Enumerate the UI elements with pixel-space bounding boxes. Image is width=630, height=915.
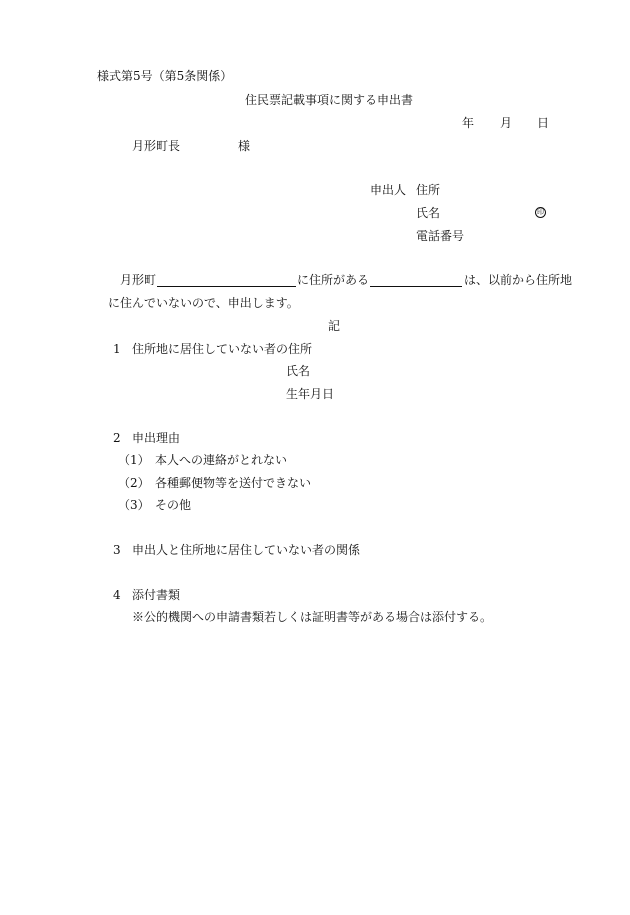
section4-number: 4 xyxy=(113,588,121,602)
addressee-mayor: 月形町長 xyxy=(132,139,181,153)
body-line2: に住んでいないので、申出します。 xyxy=(108,296,299,310)
section2-title: 申出理由 xyxy=(132,431,181,445)
reason-3-number: （3） xyxy=(118,498,150,512)
document-title: 住民票記載事項に関する申出書 xyxy=(245,93,414,107)
section1-name-label: 氏名 xyxy=(286,364,311,378)
applicant-label: 申出人 xyxy=(370,183,407,197)
body-town: 月形町 xyxy=(120,273,157,287)
section1-title: 住所地に居住していない者の住所 xyxy=(132,342,313,356)
reason-2-text: 各種郵便物等を送付できない xyxy=(155,476,312,490)
blank-address-line xyxy=(157,286,296,287)
applicant-phone-label: 電話番号 xyxy=(416,229,465,243)
section3-number: 3 xyxy=(113,543,121,557)
ki-heading: 記 xyxy=(328,319,341,333)
section1-birth-label: 生年月日 xyxy=(286,387,335,401)
reason-2-number: （2） xyxy=(118,476,150,490)
blank-name-line xyxy=(370,286,462,287)
body-mid: に住所がある xyxy=(297,273,370,287)
reason-1-text: 本人への連絡がとれない xyxy=(155,453,288,467)
date-day: 日 xyxy=(537,116,550,130)
reason-1-number: （1） xyxy=(118,453,150,467)
seal-mark: 印 xyxy=(537,208,544,216)
section3-title: 申出人と住所地に居住していない者の関係 xyxy=(132,543,361,557)
date-year: 年 xyxy=(462,116,475,130)
body-end: は、以前から住所地 xyxy=(464,273,573,287)
section4-note: ※公的機関への申請書類若しくは証明書等がある場合は添付する。 xyxy=(132,610,493,624)
reason-3-text: その他 xyxy=(155,498,192,512)
addressee-honorific: 様 xyxy=(238,139,251,153)
applicant-address-label: 住所 xyxy=(416,183,441,197)
section4-title: 添付書類 xyxy=(132,588,181,602)
form-number: 様式第5号（第5条関係） xyxy=(97,69,233,83)
date-month: 月 xyxy=(500,116,513,130)
section2-number: 2 xyxy=(113,431,121,445)
applicant-name-label: 氏名 xyxy=(416,206,441,220)
section1-number: 1 xyxy=(113,342,121,356)
